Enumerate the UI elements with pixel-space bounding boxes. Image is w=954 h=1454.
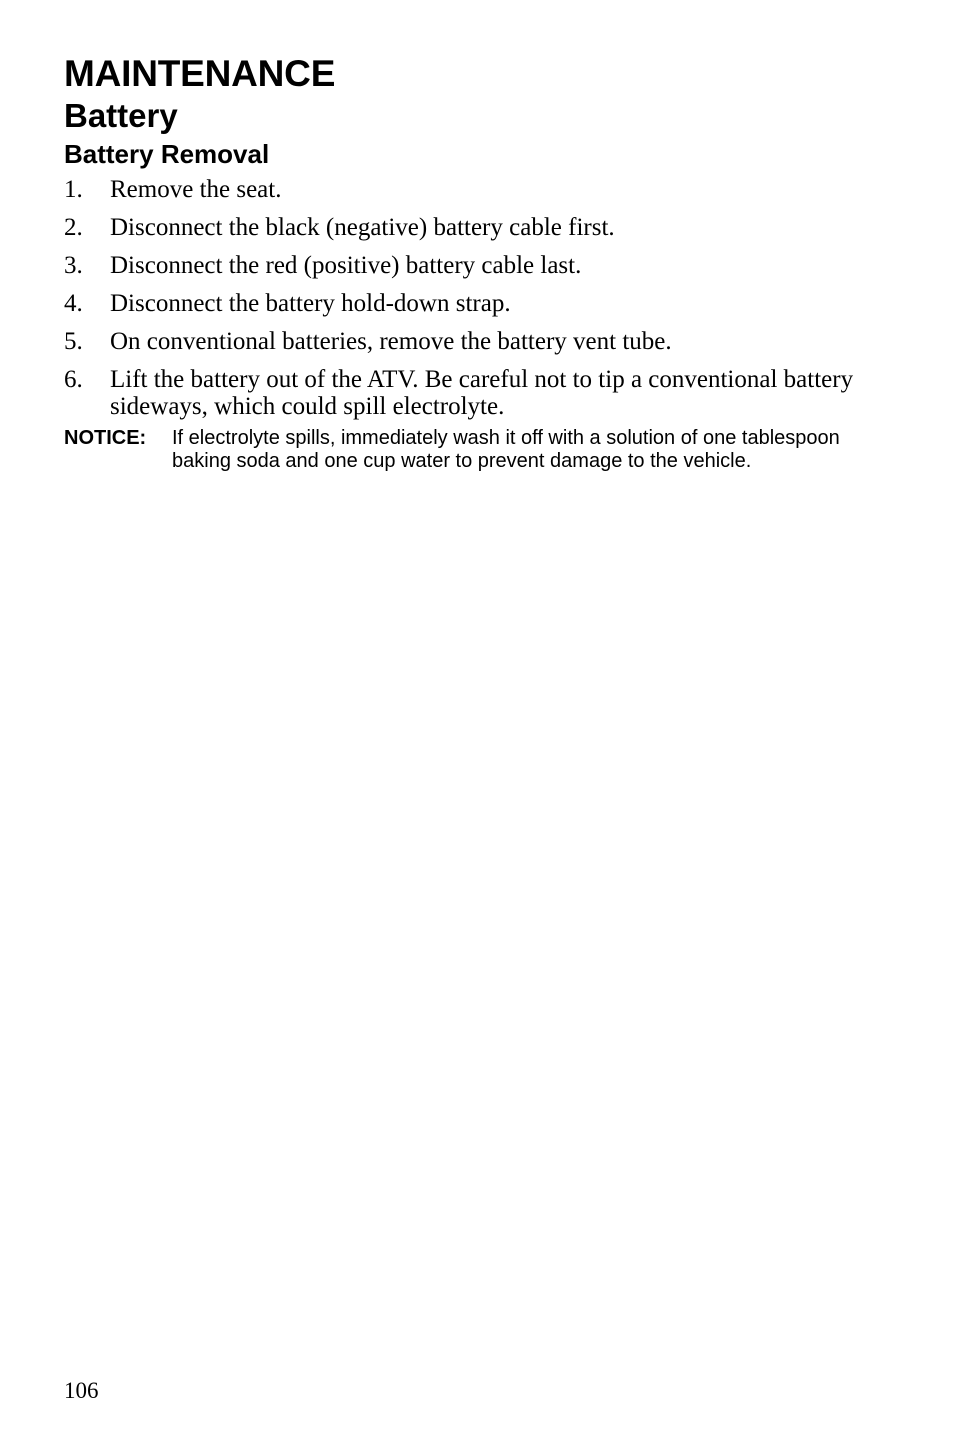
step-text: Disconnect the red (positive) battery cable last. [110,252,582,279]
list-item [64,176,864,203]
list-item [64,328,864,355]
list-item [64,366,864,420]
removal-steps-list [64,176,864,420]
step-number: 5. [64,328,83,355]
step-text: Disconnect the battery hold-down strap. [110,290,511,317]
topic-title: Battery [64,97,178,134]
notice-block [64,427,864,473]
step-text: Lift the battery out of the ATV. Be careful not to tip a conventional battery sideways, which could spill electrolyte. [110,366,854,420]
step-number: 3. [64,252,83,279]
list-item [64,252,864,279]
page-content [64,52,864,473]
list-item [64,214,864,241]
step-text: On conventional batteries, remove the battery vent tube. [110,328,672,355]
notice-label: NOTICE: [64,427,147,449]
step-text: Remove the seat. [110,176,282,203]
step-number: 4. [64,290,83,317]
notice-text: If electrolyte spills, immediately wash it off with a solution of one tablespoon baking soda and one cup water to prevent damage to the vehicle. [172,427,840,472]
list-item [64,290,864,317]
step-number: 6. [64,366,83,393]
step-number: 2. [64,214,83,241]
section-title: MAINTENANCE [64,53,336,94]
step-number: 1. [64,176,83,203]
page-number: 106 [64,1378,99,1403]
step-text: Disconnect the black (negative) battery cable first. [110,214,615,241]
subtopic-title: Battery Removal [64,139,270,169]
